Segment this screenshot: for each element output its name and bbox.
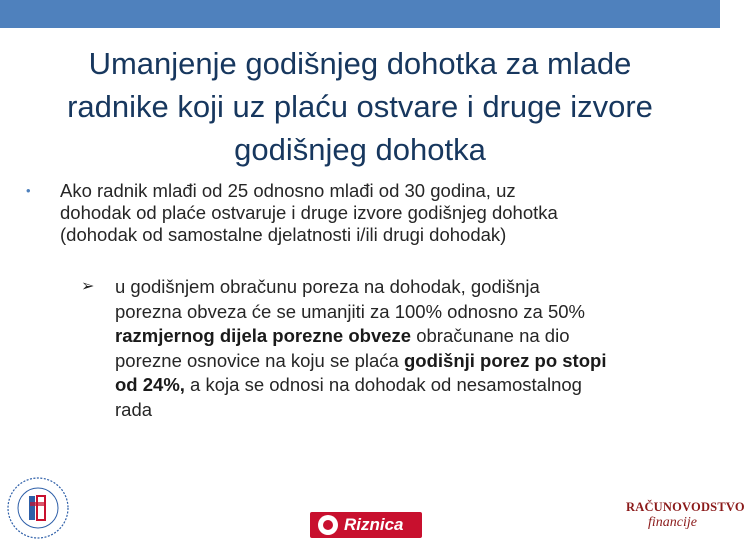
rif-logo	[626, 500, 745, 540]
title-line-2: radnike koji uz plaću ostvare i druge izvore	[67, 89, 653, 124]
title-line-1: Umanjenje godišnjeg dohotka za mlade	[88, 46, 632, 81]
sub-bullet-line-4-start: porezne osnovice na koju se plaća	[115, 349, 404, 371]
bullet-dot-icon: •	[26, 183, 31, 198]
bold-phrase-annual-tax: godišnji porez po stopi	[404, 349, 607, 371]
sub-bullet-point	[81, 275, 695, 422]
rif-logo-line-2: financije	[648, 515, 697, 530]
riznica-emblem-icon	[318, 515, 338, 535]
bold-phrase-rate: od 24%,	[115, 374, 185, 395]
sub-bullet-line-5-rest: a koja se odnosi na dohodak od nesamostalnog	[184, 374, 582, 395]
title-line-3: godišnjeg dohotka	[234, 132, 486, 167]
bullet-1-line-3: (dohodak od samostalne djelatnosti i/ili drugi dohodak)	[60, 224, 507, 245]
slide-title	[40, 42, 680, 171]
sub-bullet-line-5	[115, 373, 695, 398]
bullet-1-line-1: Ako radnik mlađi od 25 odnosno mlađi od 30 godina, uz	[60, 180, 516, 201]
sub-bullet-line-3-rest: obračunane na dio	[411, 325, 570, 346]
riznica-logo-text: Riznica	[344, 515, 404, 534]
top-banner	[0, 0, 720, 28]
sub-bullet-line-2: porezna obveza će se umanjiti za 100% odnosno za 50%	[115, 300, 585, 322]
bold-phrase-proportional-share: razmjernog dijela porezne obveze	[115, 325, 412, 346]
sub-bullet-line-4	[115, 349, 695, 374]
bullet-1-line-2: dohodak od plaće ostvaruje i druge izvore godišnjeg dohotka	[60, 202, 558, 223]
arrow-bullet-icon: ➢	[81, 278, 95, 295]
rif-logo-line-1: RAČUNOVODSTVO	[626, 500, 745, 514]
sub-bullet-line-1: u godišnjem obračunu poreza na dohodak, godišnja	[115, 276, 540, 297]
association-seal-logo	[2, 470, 72, 540]
riznica-logo	[310, 512, 422, 538]
bullet-point-1	[26, 180, 690, 246]
sub-bullet-line-6: rada	[115, 398, 153, 420]
sub-bullet-line-3	[115, 324, 695, 349]
